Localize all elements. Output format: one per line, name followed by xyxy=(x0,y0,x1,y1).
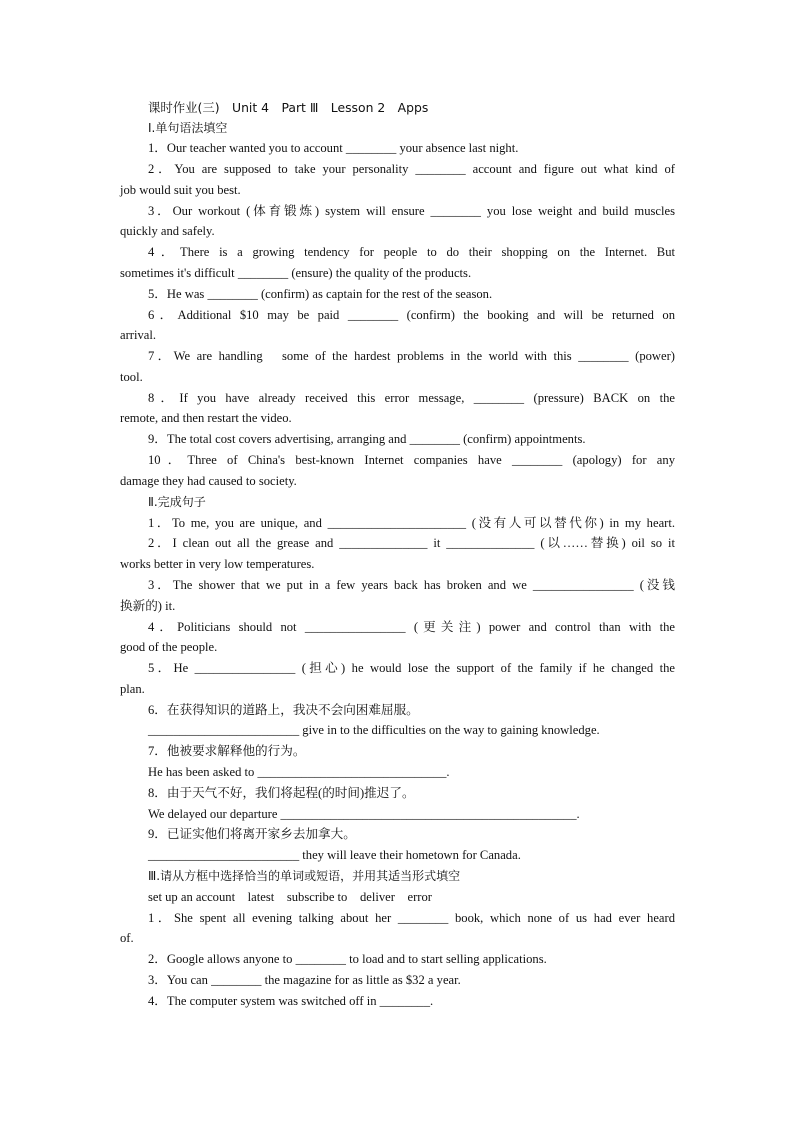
s1-line: 5．He was ________ (confirm) as captain for the rest of the season. xyxy=(148,287,493,301)
s1-line: 6．Additional $10 may be paid ________ (confirm) the booking and will be returned on xyxy=(148,308,675,322)
s2-line: plan. xyxy=(120,682,145,696)
s1-line: remote, and then restart the video. xyxy=(120,411,292,425)
s1-line: job would suit you best. xyxy=(120,183,241,197)
s1-line: 2．You are supposed to take your personality ________ account and figure out what kind of xyxy=(148,162,675,176)
s2-line: We delayed our departure _______________________________________________. xyxy=(148,807,580,821)
s1-line: tool. xyxy=(120,370,143,384)
section-1-heading: Ⅰ.单句语法填空 xyxy=(148,121,228,135)
s1-line: 8．If you have already received this error message, ________ (pressure) BACK on the xyxy=(148,391,675,405)
s1-line: 10．Three of China's best-known Internet companies have ________ (apology) for any xyxy=(148,453,675,467)
s2-line: 7．他被要求解释他的行为。 xyxy=(148,744,306,758)
s1-line: sometimes it's difficult ________ (ensure) the quality of the products. xyxy=(120,266,472,280)
page-title: 课时作业(三) Unit 4 Part Ⅲ Lesson 2 Apps xyxy=(148,100,429,115)
s2-line: He has been asked to ______________________________. xyxy=(148,765,450,779)
s2-line: good of the people. xyxy=(120,640,218,654)
s2-line: 3．The shower that we put in a few years back has broken and we ________________ (没钱 xyxy=(148,578,675,592)
s1-line: 7．We are handling some of the hardest problems in the world with this ________ (power) xyxy=(148,349,675,363)
s2-line: 2．I clean out all the grease and ______________ it ______________ (以……替换) oil so it xyxy=(148,536,675,550)
s2-line: ________________________ they will leave their hometown for Canada. xyxy=(148,848,521,862)
section-2-heading: Ⅱ.完成句子 xyxy=(148,495,206,509)
s2-line: ________________________ give in to the difficulties on the way to gaining knowledge. xyxy=(148,723,600,737)
s2-line: 8．由于天气不好，我们将起程(的时间)推迟了。 xyxy=(148,786,415,800)
s3-line: 1．She spent all evening talking about her ________ book, which none of us had ever heard xyxy=(148,911,675,925)
s3-line: 2．Google allows anyone to ________ to load and to start selling applications. xyxy=(148,952,547,966)
s3-line: 3．You can ________ the magazine for as little as $32 a year. xyxy=(148,973,461,987)
s1-line: 9．The total cost covers advertising, arranging and ________ (confirm) appointments. xyxy=(148,432,586,446)
s2-line: 换新的) it. xyxy=(120,599,176,613)
s1-line: 4．There is a growing tendency for people to do their shopping on the Internet. But xyxy=(148,245,675,259)
section-3-heading: Ⅲ.请从方框中选择恰当的单词或短语，并用其适当形式填空 xyxy=(148,869,461,883)
s2-line: 9．已证实他们将离开家乡去加拿大。 xyxy=(148,827,356,841)
s1-line: 3．Our workout (体育锻炼) system will ensure ________ you lose weight and build muscles xyxy=(148,204,675,218)
s1-line: damage they had caused to society. xyxy=(120,474,297,488)
s2-line: 6．在获得知识的道路上，我决不会向困难屈服。 xyxy=(148,703,419,717)
s2-line: works better in very low temperatures. xyxy=(120,557,315,571)
s1-line: 1．Our teacher wanted you to account ________ your absence last night. xyxy=(148,141,519,155)
s2-line: 1．To me, you are unique, and ______________________ (没有人可以替代你) in my heart. xyxy=(148,516,675,530)
s1-line: quickly and safely. xyxy=(120,224,215,238)
word-box: set up an account latest subscribe to deliver error xyxy=(148,890,432,904)
s3-line: of. xyxy=(120,931,134,945)
s2-line: 4．Politicians should not ________________ (更关注) power and control than with the xyxy=(148,620,675,634)
s2-line: 5．He ________________ (担心) he would lose the support of the family if he changed the xyxy=(148,661,675,675)
s1-line: arrival. xyxy=(120,328,157,342)
s3-line: 4．The computer system was switched off in ________. xyxy=(148,994,434,1008)
